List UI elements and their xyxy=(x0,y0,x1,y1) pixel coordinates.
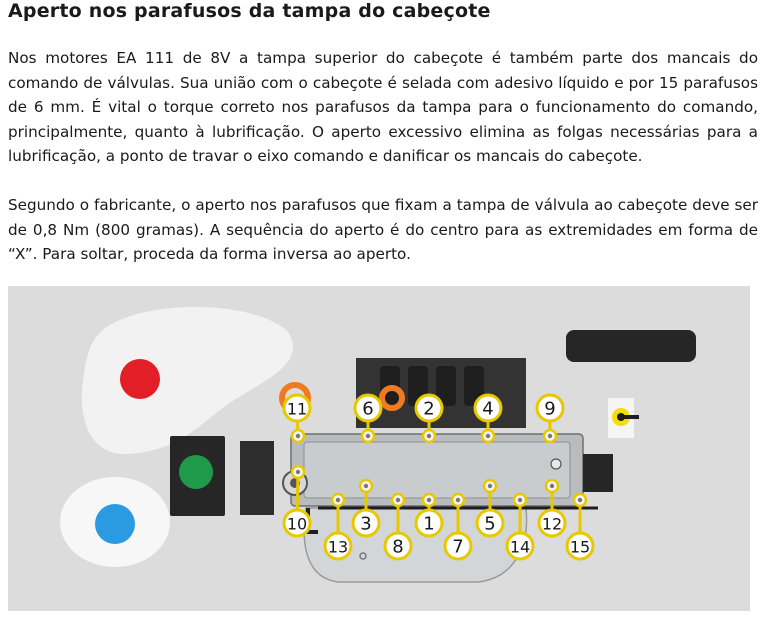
head-cover-inner xyxy=(304,442,570,498)
blue-dot-icon xyxy=(95,504,135,544)
bolt-label-text-8: 8 xyxy=(392,536,404,558)
engine-head-diagram xyxy=(8,286,750,611)
bolt-label-15 xyxy=(567,533,593,559)
bolt-center-13 xyxy=(336,498,340,502)
bolt-label-text-6: 6 xyxy=(362,398,374,420)
bolt-center-8 xyxy=(396,498,400,502)
bolt-label-14 xyxy=(507,533,533,559)
bolt-label-text-4: 4 xyxy=(482,398,494,420)
dark-block-mid xyxy=(240,441,274,515)
bolt-label-text-13: 13 xyxy=(327,537,349,557)
head-cover-plug xyxy=(551,459,561,469)
bolt-label-text-9: 9 xyxy=(544,398,556,420)
bolt-label-1 xyxy=(416,510,442,536)
sensor-lead xyxy=(621,415,639,419)
bolt-center-6 xyxy=(366,434,370,438)
bolt-center-9 xyxy=(548,434,552,438)
bolt-center-14 xyxy=(518,498,522,502)
bolt-label-3 xyxy=(353,510,379,536)
page-title: Aperto nos parafusos da tampa do cabeçote xyxy=(8,0,491,22)
bolt-label-text-3: 3 xyxy=(360,513,372,535)
bolt-label-11 xyxy=(284,395,310,421)
bolt-center-15 xyxy=(578,498,582,502)
bolt-label-4 xyxy=(475,395,501,421)
paragraph-intro: Nos motores EA 111 de 8V a tampa superior do cabeçote é também parte dos mancais do comando de válvulas. Sua união com o cabeçote é selada com adesivo líquido e por 15 parafusos de 6 mm. É vital o torque correto nos parafusos da tampa para o funcionamento do comando, principalmente, quanto à lubrificação. O aperto excessivo elimina as folgas necessárias para a lubrificação, a ponto de travar o eixo comando e danificar os mancais do cabeçote. xyxy=(8,49,758,165)
bolt-label-12 xyxy=(539,510,565,536)
bolt-label-text-2: 2 xyxy=(423,398,435,420)
bolt-label-6 xyxy=(355,395,381,421)
bolt-label-13 xyxy=(325,533,351,559)
bolt-label-10 xyxy=(284,510,310,536)
bolt-center-3 xyxy=(364,484,368,488)
bolt-label-text-7: 7 xyxy=(452,536,464,558)
green-dot-icon xyxy=(179,455,213,489)
bolt-center-11 xyxy=(296,434,300,438)
bolt-label-text-12: 12 xyxy=(541,514,563,534)
bolt-label-text-1: 1 xyxy=(423,513,435,535)
red-dot-icon xyxy=(120,359,160,399)
bolt-label-text-14: 14 xyxy=(509,537,531,557)
bolt-center-10 xyxy=(296,470,300,474)
diagram-svg xyxy=(8,286,750,611)
bolt-label-text-15: 15 xyxy=(569,537,591,557)
bolt-label-2 xyxy=(416,395,442,421)
bolt-label-text-11: 11 xyxy=(286,399,308,419)
dark-pill-block xyxy=(566,330,696,362)
bolt-center-4 xyxy=(486,434,490,438)
bolt-label-text-10: 10 xyxy=(286,514,308,534)
bolt-label-5 xyxy=(477,510,503,536)
bolt-center-5 xyxy=(488,484,492,488)
bolt-label-8 xyxy=(385,533,411,559)
bolt-label-7 xyxy=(445,533,471,559)
head-cover-end-block xyxy=(583,454,613,492)
bolt-center-12 xyxy=(550,484,554,488)
bolt-center-1 xyxy=(427,498,431,502)
bolt-label-9 xyxy=(537,395,563,421)
paragraph-torque-spec: Segundo o fabricante, o aperto nos parafusos que fixam a tampa de válvula ao cabeçote deve ser de 0,8 Nm (800 gramas). A sequência do aperto é do centro para as extremidades em forma de “X”. Para soltar, proceda da forma inversa ao aperto. xyxy=(8,196,758,263)
bolt-label-text-5: 5 xyxy=(484,513,496,535)
bolt-center-7 xyxy=(456,498,460,502)
bolt-center-2 xyxy=(427,434,431,438)
